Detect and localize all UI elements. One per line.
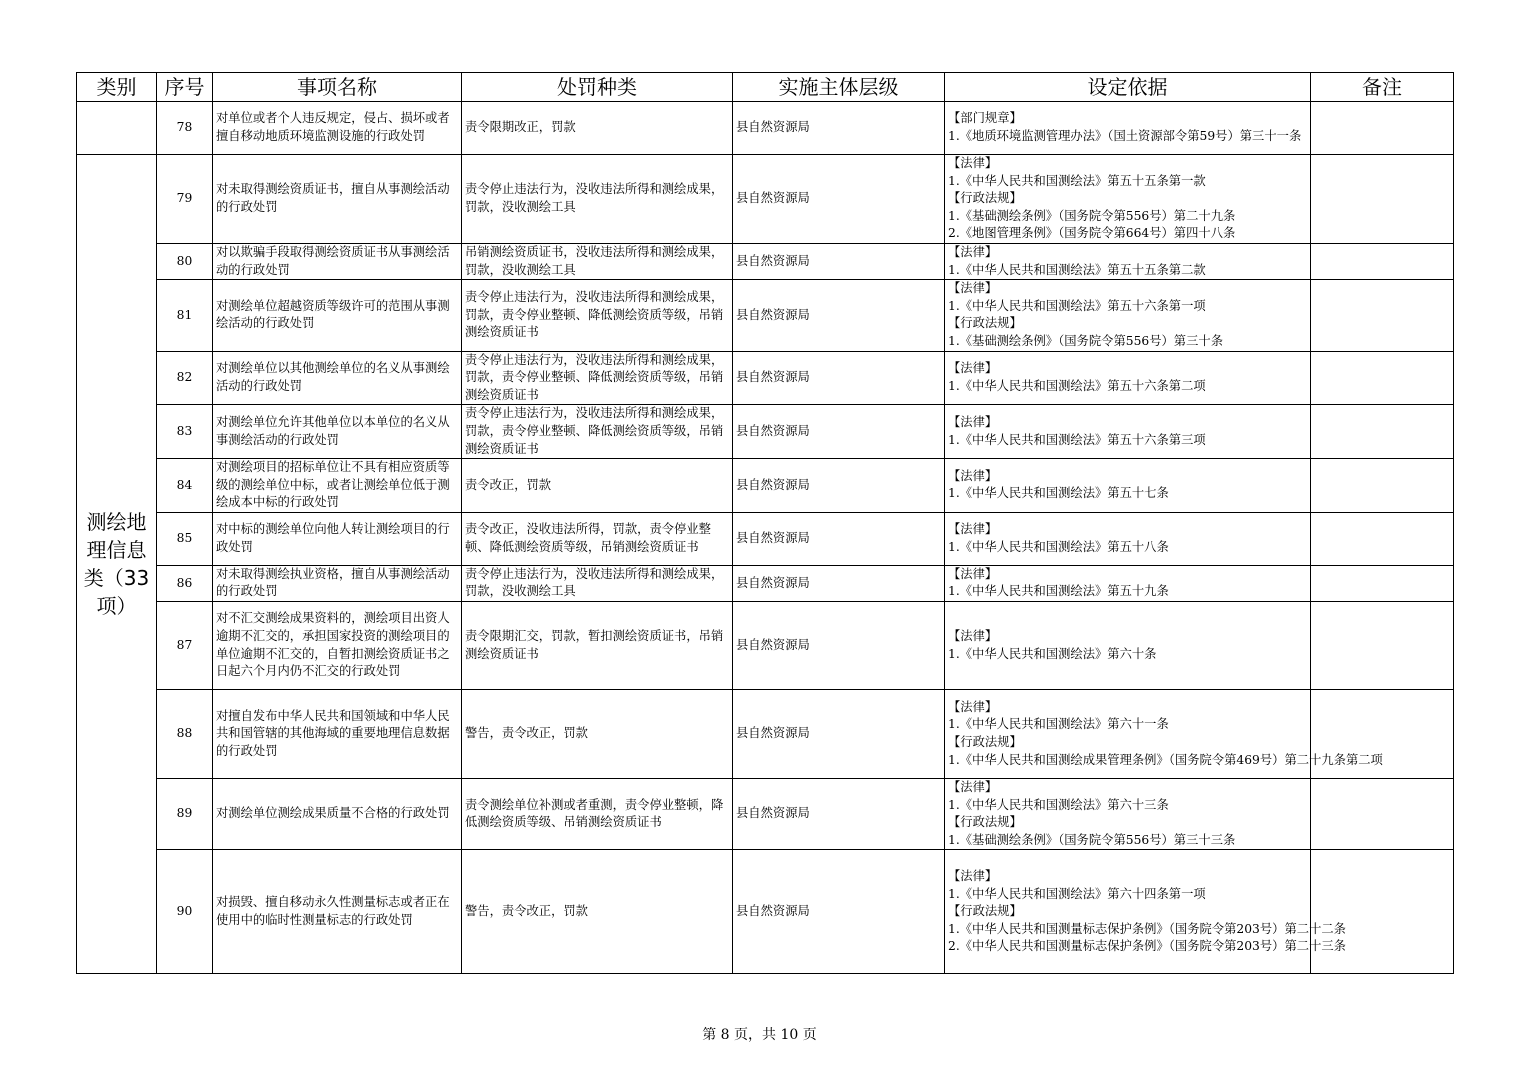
remarks bbox=[1311, 565, 1454, 601]
table-row bbox=[77, 850, 1454, 974]
legal-basis bbox=[945, 405, 1311, 459]
legal-basis-line: 【法律】 bbox=[948, 522, 998, 537]
legal-basis-line: 1.《中华人民共和国测绘法》第六十三条 bbox=[948, 797, 1169, 812]
legal-basis bbox=[945, 602, 1311, 690]
legal-basis-line: 1.《中华人民共和国测绘法》第六十条 bbox=[948, 646, 1157, 661]
agency-level: 县自然资源局 bbox=[733, 602, 945, 690]
agency-level: 县自然资源局 bbox=[733, 565, 945, 601]
legal-basis-line: 【行政法规】 bbox=[948, 316, 1022, 331]
penalty-type: 责令测绘单位补测或者重测，责令停业整顿，降低测绘资质等级、吊销测绘资质证书 bbox=[462, 779, 733, 850]
table-row bbox=[77, 243, 1454, 279]
penalty-type: 责令停止违法行为，没收违法所得和测绘成果，罚款，没收测绘工具 bbox=[462, 565, 733, 601]
remarks bbox=[1311, 602, 1454, 690]
legal-basis bbox=[945, 102, 1311, 155]
legal-basis bbox=[945, 565, 1311, 601]
legal-basis-line: 【行政法规】 bbox=[948, 191, 1022, 206]
table-row bbox=[77, 280, 1454, 351]
legal-basis-line: 【法律】 bbox=[948, 780, 998, 795]
legal-basis-line: 【法律】 bbox=[948, 628, 998, 643]
table-row bbox=[77, 690, 1454, 779]
penalty-type: 责令限期汇交，罚款，暂扣测绘资质证书，吊销测绘资质证书 bbox=[462, 602, 733, 690]
remarks bbox=[1311, 512, 1454, 565]
remarks bbox=[1311, 102, 1454, 155]
legal-basis-line: 【行政法规】 bbox=[948, 904, 1022, 919]
table-row bbox=[77, 459, 1454, 513]
agency-level: 县自然资源局 bbox=[733, 102, 945, 155]
penalty-table bbox=[76, 72, 1454, 974]
legal-basis bbox=[945, 690, 1383, 779]
legal-basis-line: 1.《中华人民共和国测绘法》第五十八条 bbox=[948, 539, 1169, 554]
legal-basis-line: 【法律】 bbox=[948, 566, 998, 581]
remarks bbox=[1311, 155, 1454, 244]
header-number: 序号 bbox=[157, 73, 213, 102]
header-agency-level: 实施主体层级 bbox=[733, 73, 945, 102]
row-number: 80 bbox=[157, 243, 213, 279]
penalty-type: 责令限期改正，罚款 bbox=[462, 102, 733, 155]
item-name: 对擅自发布中华人民共和国领域和中华人民共和国管辖的其他海域的重要地理信息数据的行政处罚 bbox=[213, 690, 462, 779]
legal-basis-line: 【法律】 bbox=[948, 281, 998, 296]
legal-basis-line: 1.《中华人民共和国测绘成果管理条例》（国务院令第469号）第二十九条第二项 bbox=[948, 752, 1383, 767]
legal-basis-line: 1.《基础测绘条例》（国务院令第556号）第三十条 bbox=[948, 333, 1223, 348]
legal-basis-line: 1.《中华人民共和国测绘法》第六十一条 bbox=[948, 717, 1169, 732]
agency-level: 县自然资源局 bbox=[733, 351, 945, 405]
agency-level: 县自然资源局 bbox=[733, 690, 945, 779]
row-number: 83 bbox=[157, 405, 213, 459]
agency-level: 县自然资源局 bbox=[733, 459, 945, 513]
item-name: 对未取得测绘执业资格，擅自从事测绘活动的行政处罚 bbox=[213, 565, 462, 601]
legal-basis-line: 【部门规章】 bbox=[948, 111, 1022, 126]
item-name: 对测绘单位允许其他单位以本单位的名义从事测绘活动的行政处罚 bbox=[213, 405, 462, 459]
legal-basis-line: 【行政法规】 bbox=[948, 815, 1022, 830]
table-row bbox=[77, 351, 1454, 405]
agency-level: 县自然资源局 bbox=[733, 280, 945, 351]
item-name: 对测绘单位超越资质等级许可的范围从事测绘活动的行政处罚 bbox=[213, 280, 462, 351]
legal-basis-line: 【法律】 bbox=[948, 468, 998, 483]
legal-basis-line: 【行政法规】 bbox=[948, 735, 1022, 750]
table-row bbox=[77, 102, 1454, 155]
item-name: 对损毁、擅自移动永久性测量标志或者正在使用中的临时性测量标志的行政处罚 bbox=[213, 850, 462, 974]
legal-basis-line: 【法律】 bbox=[948, 699, 998, 714]
remarks bbox=[1311, 243, 1454, 279]
row-number: 86 bbox=[157, 565, 213, 601]
legal-basis bbox=[945, 779, 1311, 850]
legal-basis bbox=[945, 280, 1311, 351]
penalty-type: 警告，责令改正，罚款 bbox=[462, 690, 733, 779]
table-row bbox=[77, 602, 1454, 690]
legal-basis bbox=[945, 243, 1311, 279]
item-name: 对测绘单位以其他测绘单位的名义从事测绘活动的行政处罚 bbox=[213, 351, 462, 405]
item-name: 对以欺骗手段取得测绘资质证书从事测绘活动的行政处罚 bbox=[213, 243, 462, 279]
item-name: 对不汇交测绘成果资料的，测绘项目出资人逾期不汇交的，承担国家投资的测绘项目的单位逾期不汇交的，自暂扣测绘资质证书之日起六个月内仍不汇交的行政处罚 bbox=[213, 602, 462, 690]
row-number: 81 bbox=[157, 280, 213, 351]
item-name: 对中标的测绘单位向他人转让测绘项目的行政处罚 bbox=[213, 512, 462, 565]
table-row bbox=[77, 405, 1454, 459]
agency-level: 县自然资源局 bbox=[733, 779, 945, 850]
legal-basis-line: 1.《中华人民共和国测绘法》第五十六条第三项 bbox=[948, 432, 1206, 447]
table-body bbox=[77, 102, 1454, 974]
row-number: 82 bbox=[157, 351, 213, 405]
legal-basis-line: 【法律】 bbox=[948, 361, 998, 376]
agency-level: 县自然资源局 bbox=[733, 512, 945, 565]
legal-basis bbox=[945, 155, 1311, 244]
legal-basis-line: 1.《中华人民共和国测绘法》第五十六条第二项 bbox=[948, 378, 1206, 393]
legal-basis-line: 1.《中华人民共和国测绘法》第五十五条第二款 bbox=[948, 262, 1206, 277]
remarks bbox=[1311, 850, 1454, 974]
table-row bbox=[77, 155, 1454, 244]
penalty-type: 责令停止违法行为，没收违法所得和测绘成果，罚款，责令停业整顿、降低测绘资质等级，吊销测绘资质证书 bbox=[462, 280, 733, 351]
table-row bbox=[77, 565, 1454, 601]
penalty-type: 吊销测绘资质证书，没收违法所得和测绘成果，罚款，没收测绘工具 bbox=[462, 243, 733, 279]
row-number: 85 bbox=[157, 512, 213, 565]
penalty-type: 警告，责令改正，罚款 bbox=[462, 850, 733, 974]
page-footer: 第 8 页，共 10 页 bbox=[702, 1027, 817, 1043]
agency-level: 县自然资源局 bbox=[733, 155, 945, 244]
header-item-name: 事项名称 bbox=[213, 73, 462, 102]
header-legal-basis: 设定依据 bbox=[945, 73, 1311, 102]
legal-basis bbox=[945, 351, 1311, 405]
remarks bbox=[1311, 280, 1454, 351]
row-number: 90 bbox=[157, 850, 213, 974]
legal-basis-line: 1.《中华人民共和国测绘法》第五十九条 bbox=[948, 584, 1169, 599]
legal-basis-line: 【法律】 bbox=[948, 415, 998, 430]
remarks bbox=[1311, 405, 1454, 459]
row-number: 84 bbox=[157, 459, 213, 513]
header-penalty-type: 处罚种类 bbox=[462, 73, 733, 102]
legal-basis-line: 1.《中华人民共和国测绘法》第六十四条第一项 bbox=[948, 886, 1206, 901]
row-number: 88 bbox=[157, 690, 213, 779]
remarks bbox=[1311, 351, 1454, 405]
table-row bbox=[77, 779, 1454, 850]
item-name: 对测绘项目的招标单位让不具有相应资质等级的测绘单位中标，或者让测绘单位低于测绘成本中标的行政处罚 bbox=[213, 459, 462, 513]
header-row bbox=[77, 73, 1454, 102]
item-name: 对未取得测绘资质证书，擅自从事测绘活动的行政处罚 bbox=[213, 155, 462, 244]
legal-basis-line: 1.《中华人民共和国测量标志保护条例》（国务院令第203号）第二十二条 bbox=[948, 921, 1346, 936]
penalty-type: 责令停止违法行为，没收违法所得和测绘成果，罚款，责令停业整顿、降低测绘资质等级，吊销测绘资质证书 bbox=[462, 351, 733, 405]
legal-basis-line: 1.《地质环境监测管理办法》（国土资源部令第59号）第三十一条 bbox=[948, 129, 1302, 143]
agency-level: 县自然资源局 bbox=[733, 405, 945, 459]
legal-basis bbox=[945, 850, 1346, 974]
agency-level: 县自然资源局 bbox=[733, 243, 945, 279]
category-cell-empty bbox=[77, 102, 157, 155]
row-number: 89 bbox=[157, 779, 213, 850]
item-name: 对测绘单位测绘成果质量不合格的行政处罚 bbox=[213, 779, 462, 850]
row-number: 78 bbox=[157, 102, 213, 155]
header-category: 类别 bbox=[77, 73, 157, 102]
legal-basis bbox=[945, 459, 1311, 513]
legal-basis-line: 1.《中华人民共和国测绘法》第五十七条 bbox=[948, 486, 1169, 501]
penalty-type: 责令停止违法行为，没收违法所得和测绘成果，罚款，责令停业整顿、降低测绘资质等级，吊销测绘资质证书 bbox=[462, 405, 733, 459]
remarks bbox=[1311, 459, 1454, 513]
category-cell: 测绘地理信息类（33项） bbox=[77, 155, 157, 974]
legal-basis-line: 1.《基础测绘条例》（国务院令第556号）第二十九条 bbox=[948, 208, 1236, 223]
row-number: 79 bbox=[157, 155, 213, 244]
table-row bbox=[77, 512, 1454, 565]
remarks bbox=[1311, 779, 1454, 850]
legal-basis-line: 【法律】 bbox=[948, 156, 998, 170]
legal-basis-line: 2.《地图管理条例》（国务院令第664号）第四十八条 bbox=[948, 226, 1236, 241]
penalty-type: 责令停止违法行为，没收违法所得和测绘成果，罚款，没收测绘工具 bbox=[462, 155, 733, 244]
legal-basis-line: 【法律】 bbox=[948, 868, 998, 883]
legal-basis-line: 1.《中华人民共和国测绘法》第五十五条第一款 bbox=[948, 173, 1206, 188]
legal-basis-line: 1.《中华人民共和国测绘法》第五十六条第一项 bbox=[948, 298, 1206, 313]
agency-level: 县自然资源局 bbox=[733, 850, 945, 974]
penalty-type: 责令改正，没收违法所得，罚款，责令停业整顿、降低测绘资质等级，吊销测绘资质证书 bbox=[462, 512, 733, 565]
legal-basis-line: 【法律】 bbox=[948, 244, 998, 259]
penalty-type: 责令改正，罚款 bbox=[462, 459, 733, 513]
legal-basis-line: 1.《基础测绘条例》（国务院令第556号）第三十三条 bbox=[948, 832, 1236, 847]
header-remarks: 备注 bbox=[1311, 73, 1454, 102]
row-number: 87 bbox=[157, 602, 213, 690]
item-name: 对单位或者个人违反规定，侵占、损坏或者擅自移动地质环境监测设施的行政处罚 bbox=[213, 102, 462, 155]
legal-basis bbox=[945, 512, 1311, 565]
legal-basis-line: 2.《中华人民共和国测量标志保护条例》（国务院令第203号）第二十三条 bbox=[948, 939, 1346, 954]
